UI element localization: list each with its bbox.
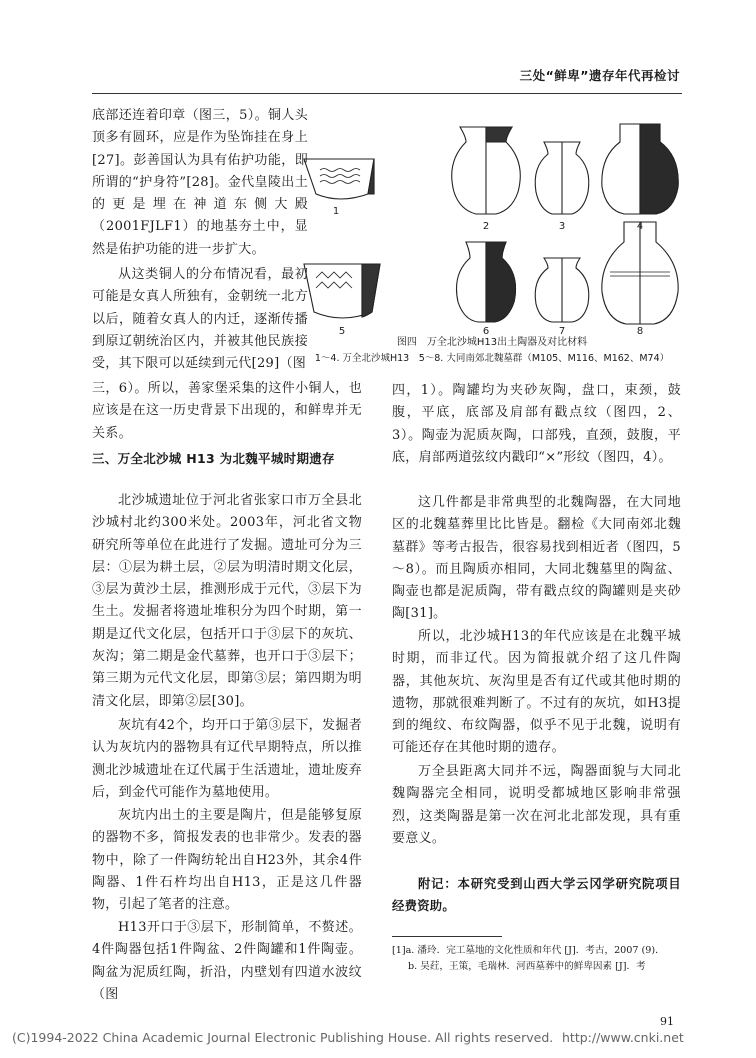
copyright-text: (C)1994-2022 China Academic Journal Electronic Publishing House. All rights reserved. <box>12 1030 554 1045</box>
paragraph-site-intro: 北沙城遗址位于河北省张家口市万全县北沙城村北约300米处。2003年，河北省文物研究所等单位在此进行了发掘。遗址可分为三层：①层为耕土层，②层为明清时期文化层，③层为黄沙土层，推测形成于元代，③层下为生土。发掘者将遗址堆积分为四个时期，第一期是辽代文化层，包括开口于③层下的灰坑、灰沟；第二期是金代墓葬，也开口于③层下；第三期为元代文化层，即第③层；第四期为明清文化层，即第②层[30]。 <box>92 493 362 709</box>
pottery-basin-5 <box>304 264 380 318</box>
figure-label-2: 2 <box>482 221 490 232</box>
running-header: 三处“鲜卑”遗存年代再检讨 <box>519 68 680 83</box>
paragraph-northern-wei-comparison: 这几件都是非常典型的北魏陶器，在大同地区的北魏墓葬里比比皆是。翻检《大同南郊北魏墓群》等考古报告，很容易找到相近者（图四，5～8）。而且陶质亦相同，大同北魏墓里的陶盆、陶壶也都是泥质陶，带有戳点纹的陶罐则是夹砂陶[31]。 <box>392 495 681 622</box>
cnki-link[interactable]: http://www.cnki.net <box>562 1030 684 1045</box>
paragraph-vessel-description: 四，1）。陶罐均为夹砂灰陶，盘口，束颈，鼓腹，平底，底部及肩部有戳点纹（图四，2、3）。陶壶为泥质灰陶，口部残，直颈，鼓腹，平底，肩部两道弦纹内戳印“×”形纹（图四，4）。 <box>392 383 681 465</box>
copyright-footer <box>12 1030 742 1045</box>
figure-caption-subtitle: 1～4. 万全北沙城H13 5～8. 大同南郊北魏墓群（M105、M116、M162、M74） <box>314 353 670 364</box>
figure-label-5: 5 <box>338 326 346 337</box>
header-rule <box>92 93 682 94</box>
paragraph-significance: 万全县距离大同并不远，陶器面貌与大同北魏陶器完全相同，说明受都城地区影响非常强烈，这类陶器是第一次在河北北部发现，具有重要意义。 <box>392 764 681 846</box>
paragraph-conclusion-bronze: 三，6）。所以，善家堡采集的这件小铜人，也应该是在这一历史背景下出现的，和鲜卑并无关系。 <box>92 381 362 441</box>
pottery-jar-2 <box>452 127 521 214</box>
paragraph-h13: H13开口于③层下，形制简单，不赘述。4件陶器包括1件陶盆、2件陶罐和1件陶壶。陶盆为泥质红陶，折沿，内壁划有四道水波纹（图 <box>92 920 362 1002</box>
figure-label-4: 4 <box>636 221 644 232</box>
pottery-basin-1 <box>304 159 374 199</box>
pottery-jar-3 <box>535 142 589 214</box>
acknowledgement: 附记：本研究受到山西大学云冈学研究院项目经费资助。 <box>392 877 681 914</box>
page-number: 91 <box>660 1015 674 1028</box>
pottery-jar-6 <box>457 242 516 322</box>
pottery-pot-8 <box>602 222 678 324</box>
paragraph-dating-conclusion: 所以，北沙城H13的年代应该是在北魏平城时期，而非辽代。因为简报就介绍了这几件陶器，其他灰坑、灰沟里是否有辽代或其他时期的遗物，那就很难判断了。不过有的灰坑，如H3提到的绳纹、布纹陶器，似乎不见于北魏，说明有可能还存在其他时期的遗存。 <box>392 629 681 756</box>
footnote-rule <box>392 936 502 937</box>
pottery-jar-7 <box>535 258 589 322</box>
footnote-1b: b. 吴荭，王策，毛瑞林．河西墓葬中的鲜卑因素 [J]．考 <box>408 961 646 972</box>
figure-label-3: 3 <box>558 221 566 232</box>
figure-label-7: 7 <box>558 326 566 337</box>
paragraph-bronze-figurine: 底部还连着印章（图三，5）。铜人头顶多有圆环，应是作为坠饰挂在身上[27]。彭善国认为具有佑护功能，即所谓的“护身符”[28]。金代皇陵出土的更是埋在神道东侧大殿（2001FJLF1）的地基夯土中，显然是佑护功能的进一步扩大。 <box>92 108 308 257</box>
footnote-1a: [1]a. 潘玲．完工墓地的文化性质和年代 [J]．考古，2007 (9)． <box>392 945 665 956</box>
paragraph-finds: 灰坑内出土的主要是陶片，但是能够复原的器物不多，简报发表的也非常少。发表的器物中，除了一件陶纺轮出自H23外，其余4件陶器、1件石杵均出自H13，正是这几件器物，引起了笔者的注意。 <box>92 808 362 913</box>
section-heading: 三、万全北沙城 H13 为北魏平城时期遗存 <box>92 451 335 466</box>
paragraph-distribution: 从这类铜人的分布情况看，最初可能是女真人所独有，金朝统一北方以后，随着女真人的内迁，逐渐传播到原辽朝统治区内，并被其他民族接受，其下限可以延续到元代[29]（图 <box>92 267 308 372</box>
paragraph-ash-pits: 灰坑有42个，均开口于第③层下，发掘者认为灰坑内的器物具有辽代早期特点，所以推测北沙城遗址在辽代属于生活遗址，遗址废弃后，到金代可能作为墓地使用。 <box>92 718 362 800</box>
figure-label-1: 1 <box>332 206 340 217</box>
figure-caption-title: 图四 万全北沙城H13出土陶器及对比材料 <box>396 337 588 348</box>
figure-label-6: 6 <box>482 326 490 337</box>
figure-label-8: 8 <box>636 326 644 337</box>
pottery-pot-4 <box>602 124 678 214</box>
